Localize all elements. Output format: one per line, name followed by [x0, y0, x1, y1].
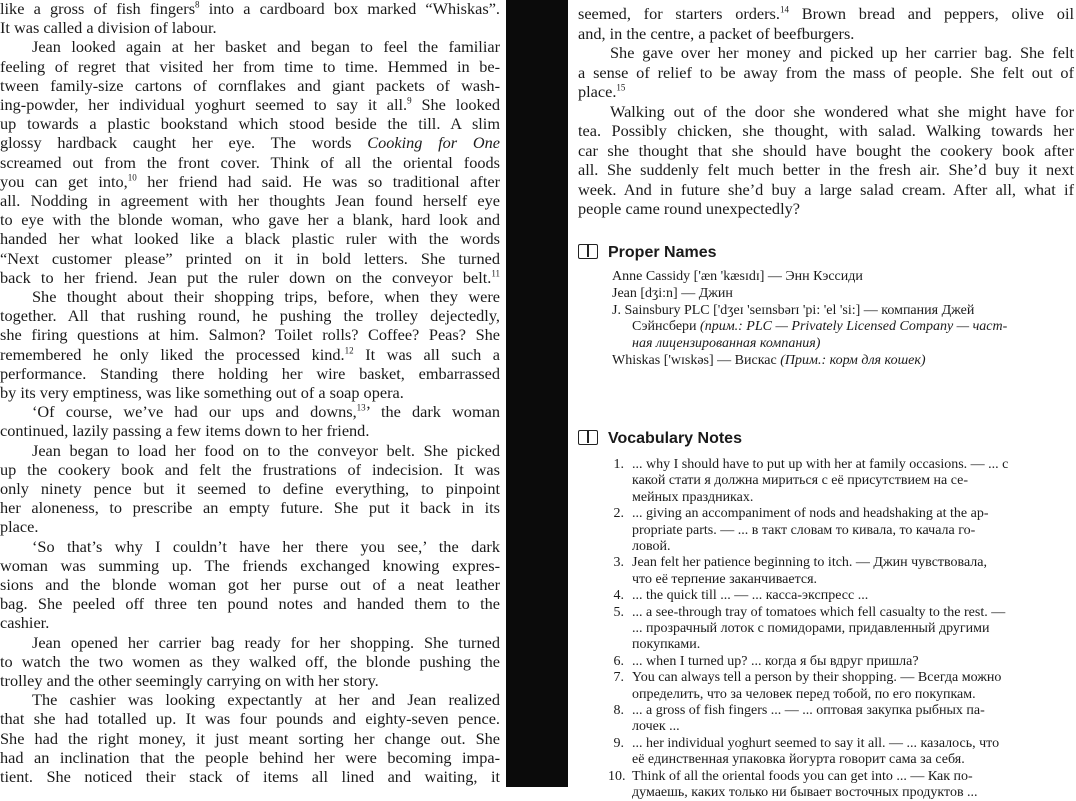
story-text-line: she firing questions at him. Salmon? Toilet rolls? Coffee? Peas? She [0, 325, 500, 345]
note-text: propriate parts. — ... в такт словам то кивала, то качала го- [632, 522, 976, 538]
story-text-line: The cashier was looking expectantly at her and Jean realized [32, 690, 500, 710]
note-number: 7. [613, 670, 624, 686]
vocabulary-note-line [608, 703, 1074, 719]
story-text-line: that she had totalled up. It was four pounds and eighty-seven pence. [0, 709, 500, 729]
note-number: 1. [613, 457, 624, 472]
proper-name-entry: J. Sainsbury PLC ['dʒeɪ 'seɪnsbərɪ 'pi: 'el 'si:] — компания Джей [612, 302, 975, 318]
note-number: 5. [613, 604, 624, 620]
story-text-line: up the cookery book and felt the frustrations of indecision. It was [0, 459, 500, 479]
story-text-line: ing-powder, her individual yoghurt seemed to say it all.$^9$ She looked [0, 95, 501, 114]
story-text-line: tea. Possibly chicken, she thought, with salad. Walking towards her [578, 121, 1074, 140]
story-text-line: up towards a plastic bookstand which stood beside the till. A slim [0, 114, 500, 134]
story-text-line: people came round unexpectedly? [578, 199, 800, 218]
note-text: Think of all the oriental foods you can get into ... — Как по- [632, 768, 973, 784]
proper-name-entry: Whiskas ['wɪskəs] — Вискас (Прим.: корм для кошек) [612, 353, 926, 368]
story-text-line: and, in the centre, a packet of beefburgers. [578, 23, 855, 43]
story-text-line: “Next customer please” printed on it in bold letters. She turned [0, 248, 500, 268]
proper-names-heading: Proper Names [578, 242, 717, 264]
story-text-line: ‘So that’s why I couldn’t have her there you see,’ the dark [32, 536, 500, 556]
vocabulary-note-line [608, 736, 1074, 752]
story-text-line: together. All that rushing round, he pushing the trolley dejectedly, [0, 306, 500, 326]
story-text-line: seemed, for starters orders.$^{14}$ Brown bread and peppers, olive oil [578, 4, 1074, 23]
vocabulary-note-line [608, 670, 1074, 686]
vocabulary-note-line [608, 539, 1074, 555]
story-text-line: Walking out of the door she wondered what she might have for [610, 101, 1074, 121]
story-text-line: by its very emptiness, was like something out of a soap opera. [0, 383, 404, 402]
note-text: ... why I should have to put up with her at family occasions. — ... с [632, 457, 1009, 472]
note-number: 3. [613, 555, 624, 571]
story-text-line: to eye with the blonde woman, who gave her a blank, hard look and [0, 210, 500, 230]
story-text-line: She had the right money, it just meant sorting her change out. She [0, 728, 500, 748]
vocabulary-note-line [608, 687, 1074, 703]
story-text-line: screamed out from the front cover. Think of all the oriental foods [0, 152, 500, 172]
story-text-line: her aloneness, to prescribe an empty future. She put it back in its [0, 498, 500, 518]
vocabulary-notes-heading: Vocabulary Notes [578, 428, 742, 450]
proper-name-entry: Anne Cassidy ['æn 'kæsɪdɪ] — Энн Кэссиди [612, 269, 863, 284]
note-text: лочек ... [632, 719, 680, 735]
story-text-line: glossy hardback caught her eye. The words Cooking for One [0, 133, 500, 153]
vocabulary-note-line [608, 555, 1074, 571]
note-number: 9. [613, 735, 624, 751]
book-icon [578, 244, 598, 259]
note-text: её единственная упаковка йогурта говорит сама за себя. [632, 752, 965, 768]
story-text-line: back to her friend. Jean put the ruler down on the conveyor belt.$^{11}$ [0, 267, 500, 287]
vocabulary-note-line [608, 769, 1074, 785]
proper-name-entry: ная лицензированная компания) [632, 336, 821, 352]
story-text-line: handed her what looked like a black plastic ruler with the words [0, 229, 500, 249]
note-text: ... the quick till ... — ... касса-экспресс ... [632, 588, 869, 604]
story-text-line: Jean began to load her food on to the conveyor belt. She picked [32, 440, 500, 460]
note-number: 6. [613, 653, 624, 669]
story-text-line: continued, lazily passing a few items down to her friend. [0, 421, 370, 441]
note-text: что её терпение заканчивается. [632, 571, 818, 587]
proper-name-entry: Jean [dʒi:n] — Джин [612, 285, 733, 301]
note-text: ... прозрачный лоток с помидорами, придавленный другими [632, 621, 990, 636]
vocabulary-note-line [608, 719, 1074, 735]
story-text-line: only ninety pence but it seemed to define everything, to pinpoint [0, 479, 500, 498]
story-text-line: week. And in future she’d buy a large salad cream. After all, what if [578, 179, 1074, 199]
vocabulary-note-line [608, 654, 1074, 670]
vocabulary-note-line [608, 605, 1074, 621]
note-text: определить, что за человек перед тобой, по его покупкам. [632, 686, 976, 702]
story-text-line: car she thought that she should have bought the cookery book after [578, 140, 1074, 160]
story-text-line: feeling of regret that visited her from time to time. Hemmed in be- [0, 56, 500, 76]
story-text-line: woman was summing up. The friends exchanged knowing expres- [0, 555, 500, 575]
note-text: ... a see-through tray of tomatoes which fell casualty to the rest. — [632, 604, 1006, 620]
story-text-line: It was called a division of labour. [0, 18, 217, 38]
story-text-line: ‘Of course, we’ve had our ups and downs,$^{13}$’ the dark woman [32, 402, 500, 422]
vocabulary-note-line [608, 785, 1074, 801]
note-text: ловой. [632, 539, 671, 554]
note-number: 10. [608, 768, 626, 784]
story-text-line: had an inclination that the people behind her were becoming impa- [0, 747, 500, 767]
story-text-line: place.$^{15}$ [578, 82, 626, 101]
story-text-line: a sense of relief to be away from the mass of people. She felt out of [578, 62, 1074, 82]
vocabulary-note-line [608, 588, 1074, 604]
story-text-line: Jean opened her carrier bag ready for her shopping. She turned [32, 632, 500, 652]
vocabulary-note-line [608, 506, 1074, 522]
note-text: You can always tell a person by their shopping. — Всегда можно [632, 670, 1002, 686]
story-text-line: all. Nodding in agreement with her thoughts Jean found herself eye [0, 191, 500, 210]
proper-name-entry: Сэйнсбери (прим.: PLC — Privately Licensed Company — част- [632, 319, 1008, 335]
story-text-line: trolley and the other seemingly carrying on with her story. [0, 671, 379, 690]
left-text-column [0, 0, 500, 787]
note-number: 8. [613, 703, 624, 718]
story-text-line: She gave over her money and picked up her carrier bag. She felt [610, 43, 1074, 62]
note-number: 4. [613, 588, 624, 604]
book-spine-gutter [506, 0, 568, 787]
story-text-line: place. [0, 517, 39, 537]
note-text: мейных праздниках. [632, 489, 754, 505]
vocabulary-note-line [608, 523, 1074, 539]
vocabulary-note-line [608, 490, 1074, 506]
vocabulary-note-line [608, 621, 1074, 637]
right-text-column [578, 0, 1074, 800]
note-text: ... when I turned up? ... когда я бы вдруг пришла? [632, 653, 919, 669]
story-text-line: bag. She peeled off three ten pound notes and handed them to the [0, 594, 500, 614]
story-text-line: tient. She noticed their stack of items all lined and waiting, it [0, 767, 500, 786]
note-text: Jean felt her patience beginning to itch. — Джин чувствовала, [632, 555, 988, 571]
story-text-line: all. She suddenly felt much better in the fresh air. She’d buy it next [578, 160, 1074, 179]
note-text: ... her individual yoghurt seemed to say it all. — ... казалось, что [632, 735, 1000, 751]
note-text: ... giving an accompaniment of nods and headshaking at the ap- [632, 506, 989, 522]
story-text-line: She thought about their shopping trips, before, when they were [32, 287, 500, 306]
story-text-line: to watch the two women as they walked off, the blonde pushing the [0, 651, 500, 671]
note-text: покупками. [632, 637, 701, 653]
note-text: думаешь, каких только ни бывает восточных продуктов ... [632, 785, 978, 800]
story-text-line: Jean looked again at her basket and began to feel the familiar [32, 37, 500, 57]
vocabulary-note-line [608, 752, 1074, 768]
note-number: 2. [613, 506, 624, 522]
story-text-line: tween family-size cartons of cornflakes and giant packets of wash- [0, 75, 500, 95]
note-text: какой стати я должна мириться с её присутствием на се- [632, 473, 969, 489]
vocabulary-note-line [608, 637, 1074, 653]
story-text-line: remembered he only liked the processed kind.$^{12}$ It was all such a [0, 344, 501, 364]
vocabulary-note-line [608, 572, 1074, 588]
story-text-line: sions and the blonde woman got her purse out of a neat leather [0, 575, 500, 594]
vocabulary-note-line [608, 457, 1074, 473]
story-text-line: you can get into,$^{10}$ her friend had said. He was so traditional after [0, 171, 500, 191]
story-text-line: like a gross of fish fingers$^8$ into a cardboard box marked “Whiskas”. [0, 0, 500, 18]
story-text-line: performance. Standing there holding her wire basket, embarrassed [0, 363, 500, 383]
story-text-line: cashier. [0, 613, 50, 633]
vocabulary-note-line [608, 473, 1074, 489]
book-icon [578, 430, 598, 445]
note-text: ... a gross of fish fingers ... — ... оптовая закупка рыбных па- [632, 703, 985, 718]
